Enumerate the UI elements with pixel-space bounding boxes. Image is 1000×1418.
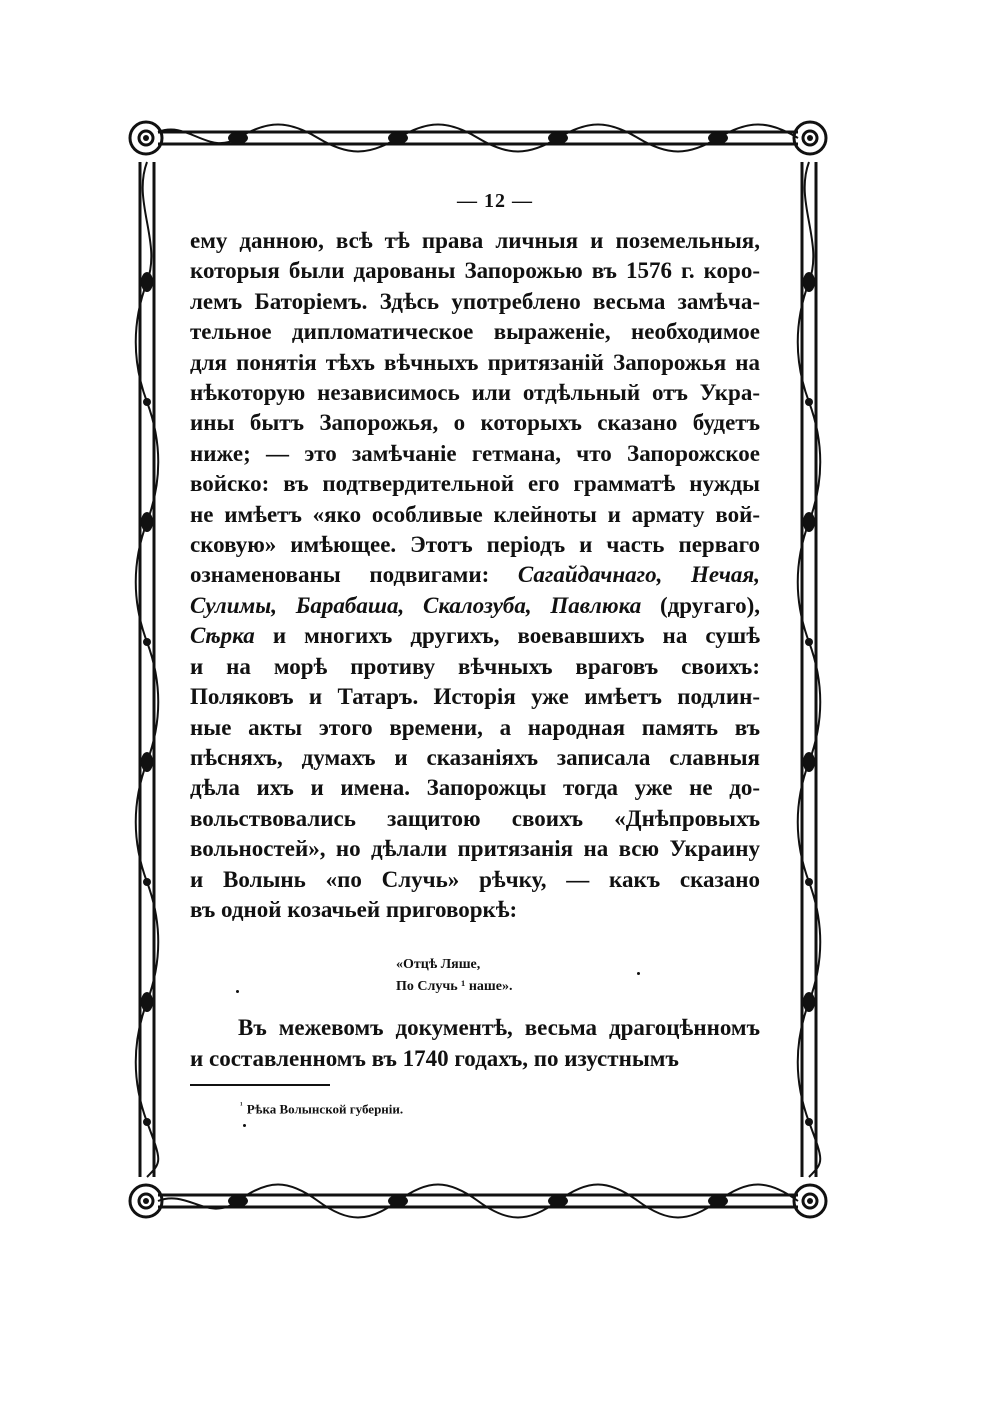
text-line: [190, 348, 760, 378]
text-line: [190, 500, 760, 530]
text-run: которыя были дарованы Запорожью въ 1576 г. коро-: [190, 258, 760, 284]
text-run: войско: въ подтвердительной его грамматѣ нужды: [190, 471, 760, 497]
text-line: [190, 439, 760, 469]
text-line: [190, 713, 760, 743]
text-run: Поляковъ и Татаръ. Исторія уже имѣетъ подлин-: [190, 684, 760, 710]
text-line: [190, 682, 760, 712]
text-run: въ одной козачьей приговоркѣ:: [190, 896, 518, 922]
text-line: [190, 408, 760, 438]
italic-name: Сѣрка: [190, 623, 255, 649]
text-run: и на морѣ противу вѣчныхъ враговъ своихъ:: [190, 653, 760, 679]
text-run: пѣсняхъ, думахъ и сказаніяхъ записала славныя: [190, 744, 760, 770]
footnote-divider: [190, 1084, 330, 1086]
text-run: ему данною, всѣ тѣ права личныя и поземельныя,: [190, 228, 760, 253]
verse-quote: [396, 954, 616, 998]
text-run: и составленномъ въ 1740 годахъ, по изустнымъ: [190, 1046, 679, 1071]
text-line: [190, 743, 760, 773]
text-line: [190, 773, 760, 803]
text-run: лемъ Баторіемъ. Здѣсь употреблено весьма замѣча-: [190, 288, 760, 314]
italic-name: Сагайдачнаго, Нечая,: [517, 562, 760, 588]
text-line: [190, 226, 760, 256]
text-line: [190, 469, 760, 499]
text-line: [190, 652, 760, 682]
text-line: [190, 1043, 760, 1074]
text-run: дѣла ихъ и имена. Запорожцы тогда уже не до-: [190, 775, 760, 801]
text-run: (другаго),: [641, 592, 760, 618]
footnote-mark: ¹: [240, 1100, 243, 1110]
text-line: [190, 317, 760, 347]
text-line: [190, 287, 760, 317]
text-run: тельное дипломатическое выраженіе, необходимое: [190, 319, 760, 345]
paragraph-1: [190, 226, 760, 925]
footnote-text: Рѣка Волынской губерніи.: [246, 1101, 404, 1117]
text-run: Въ межевомъ документѣ, весьма драгоцѣнномъ: [238, 1015, 760, 1040]
footnote: [240, 1100, 403, 1117]
verse-line-1: «Отцѣ Ляше,: [396, 957, 481, 972]
paragraph-2: [190, 1012, 760, 1074]
text-run: нѣкоторую независимось или отдѣльный отъ Укра-: [190, 380, 760, 406]
text-line: [190, 256, 760, 286]
text-run: ные акты этого времени, а народная память въ: [190, 714, 760, 740]
text-run: ины бытъ Запорожья, о которыхъ сказано будетъ: [190, 410, 760, 436]
verse-line-2: По Случь ¹ наше».: [396, 979, 513, 994]
text-line: [190, 530, 760, 560]
text-run: сковую» имѣющее. Этотъ періодъ и часть перваго: [190, 532, 760, 558]
text-run: для понятія тѣхъ вѣчныхъ притязаній Запорожья на: [190, 349, 760, 375]
text-line: [190, 560, 760, 590]
italic-name: Сулимы, Барабаша, Скалозуба, Павлюка: [190, 592, 642, 618]
text-line: [190, 621, 760, 651]
text-line: [190, 1012, 760, 1043]
ink-speck: [637, 972, 640, 975]
text-run: и Волынь «по Случь» рѣчку, — какъ сказано: [190, 866, 760, 892]
ink-speck: [243, 1124, 246, 1127]
text-run: ознаменованы подвигами:: [190, 562, 518, 588]
page-number: — 12 —: [457, 190, 533, 212]
ink-speck: [236, 990, 239, 993]
text-line: [190, 834, 760, 864]
text-line: [190, 865, 760, 895]
text-line: [190, 804, 760, 834]
text-run: вольствовались защитою своихъ «Днѣпровыхъ: [190, 805, 760, 831]
text-run: не имѣетъ «яко особливые клейноты и армату вой-: [190, 501, 760, 527]
text-line: [190, 378, 760, 408]
text-line: [190, 591, 760, 621]
text-run: ниже; — это замѣчаніе гетмана, что Запорожское: [190, 440, 760, 466]
text-line: [190, 895, 760, 925]
text-run: вольностей», но дѣлали притязанія на всю Украину: [190, 836, 760, 862]
text-run: и многихъ другихъ, воевавшихъ на сушѣ: [254, 623, 760, 649]
